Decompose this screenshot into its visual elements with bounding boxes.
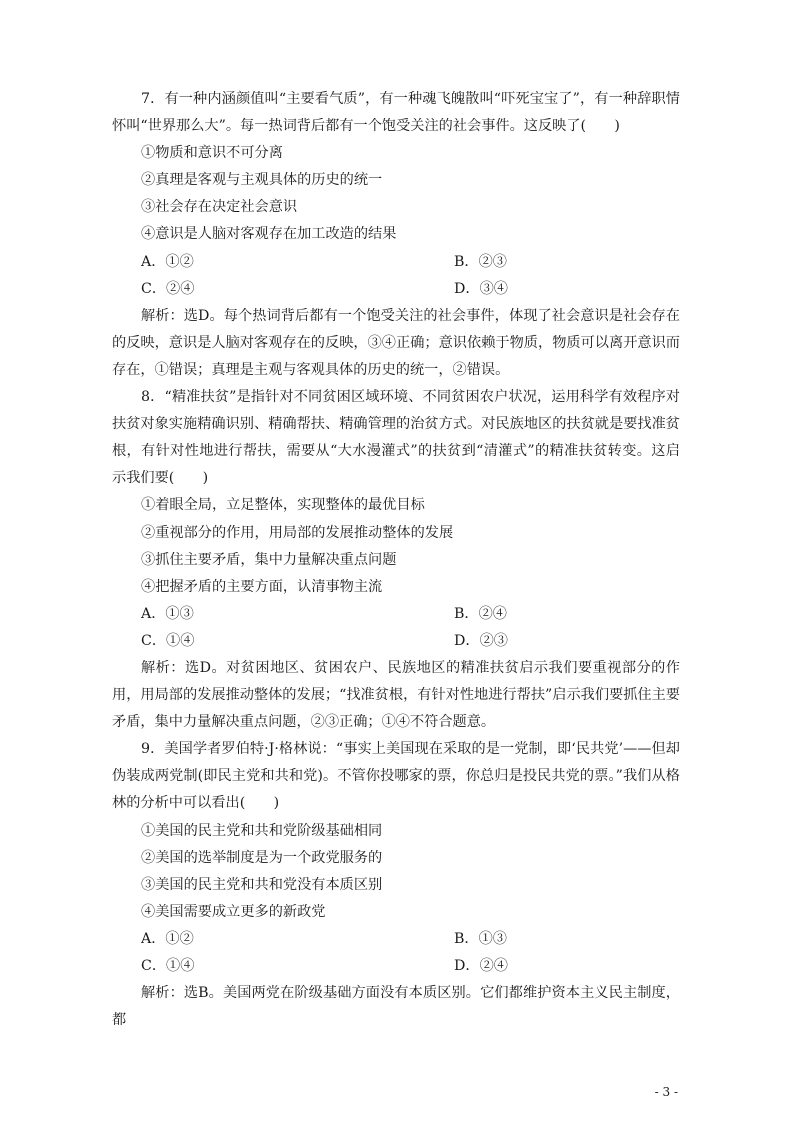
question-7-analysis: 解析：选D。每个热词背后都有一个饱受关注的社会事件，体现了社会意识是社会存在的反映，意识是人脑对客观存在的反映，③④正确；意识依赖于物质，物质可以离开意识而存在，①错误；真理是主观与客观具体的历史的统一，②错误。 (112, 307, 680, 378)
question-7-option-2: ②真理是客观与主观具体的历史的统一 (141, 172, 383, 189)
question-8-option-1: ①着眼全局，立足整体，实现整体的最优目标 (141, 497, 425, 514)
question-9-choice-a: A．①② (141, 930, 194, 947)
question-7-choice-b: B．②③ (454, 253, 507, 270)
question-8-option-4: ④把握矛盾的主要方面，认清事物主流 (141, 578, 383, 595)
question-7-choice-c: C．②④ (141, 280, 195, 297)
question-7-choices-row-2 (112, 276, 680, 303)
question-9-choice-b: B．①③ (454, 930, 507, 947)
question-8-choice-c: C．①④ (141, 632, 195, 649)
question-8-choice-d: D．②③ (454, 632, 508, 649)
question-8-choices-row-2 (112, 628, 680, 655)
question-9-choices-row-2 (112, 953, 680, 980)
question-8-option-3: ③抓住主要矛盾，集中力量解决重点问题 (141, 551, 397, 568)
question-8-option-2: ②重视部分的作用，用局部的发展推动整体的发展 (141, 524, 454, 541)
question-9-option-4: ④美国需要成立更多的新政党 (141, 903, 326, 920)
question-8-stem: 8．“精准扶贫”是指针对不同贫困区域环境、不同贫困农户状况，运用科学有效程序对扶贫对象实施精确识别、精确帮扶、精确管理的治贫方式。对民族地区的扶贫就是要找准贫根，有针对性地进行帮扶，需要从“大水漫灌式”的扶贫到“清灌式”的精准扶贫转变。这启示我们要( ) (112, 389, 680, 487)
question-8-choice-a: A．①③ (141, 605, 194, 622)
question-8-choices-row-1 (112, 601, 680, 628)
question-8-choice-b: B．②④ (454, 605, 507, 622)
document-page (112, 86, 680, 1034)
question-9-option-1: ①美国的民主党和共和党阶级基础相同 (141, 822, 383, 839)
question-9-choices-row-1 (112, 926, 680, 953)
question-7-option-3: ③社会存在决定社会意识 (141, 199, 298, 216)
question-7-option-4: ④意识是人脑对客观存在加工改造的结果 (141, 226, 397, 243)
question-9-stem: 9．美国学者罗伯特·J·格林说：“事实上美国现在采取的是一党制，即‘民共党’——但却伪装成两党制(即民主党和共和党)。不管你投哪家的票，你总归是投民共党的票。”我们从格林的分析中可以看出( ) (112, 741, 680, 812)
question-7-choice-d: D．③④ (454, 280, 508, 297)
question-7-choices-row-1 (112, 249, 680, 276)
question-9-choice-c: C．①④ (141, 958, 195, 974)
page-number: - 3 - (654, 1085, 678, 1099)
question-7-choice-a: A．①② (141, 253, 194, 270)
question-7-option-1: ①物质和意识不可分离 (141, 145, 283, 162)
question-7-stem: 7．有一种内涵颜值叫“主要看气质”，有一种魂飞魄散叫“吓死宝宝了”，有一种辞职情怀叫“世界那么大”。每一热词背后都有一个饱受关注的社会事件。这反映了( ) (112, 91, 680, 135)
question-9-option-2: ②美国的选举制度是为一个政党服务的 (141, 849, 383, 866)
question-8-analysis: 解析：选D。对贫困地区、贫困农户、民族地区的精准扶贫启示我们要重视部分的作用，用局部的发展推动整体的发展；“找准贫根，有针对性地进行帮扶”启示我们要抓住主要矛盾，集中力量解决重点问题，②③正确；①④不符合题意。 (112, 659, 680, 731)
question-9-option-3: ③美国的民主党和共和党没有本质区别 (141, 876, 383, 893)
question-9-choice-d: D．②④ (454, 958, 508, 974)
question-9-analysis: 解析：选B。美国两党在阶级基础方面没有本质区别。它们都维护资本主义民主制度，都 (112, 985, 680, 1029)
